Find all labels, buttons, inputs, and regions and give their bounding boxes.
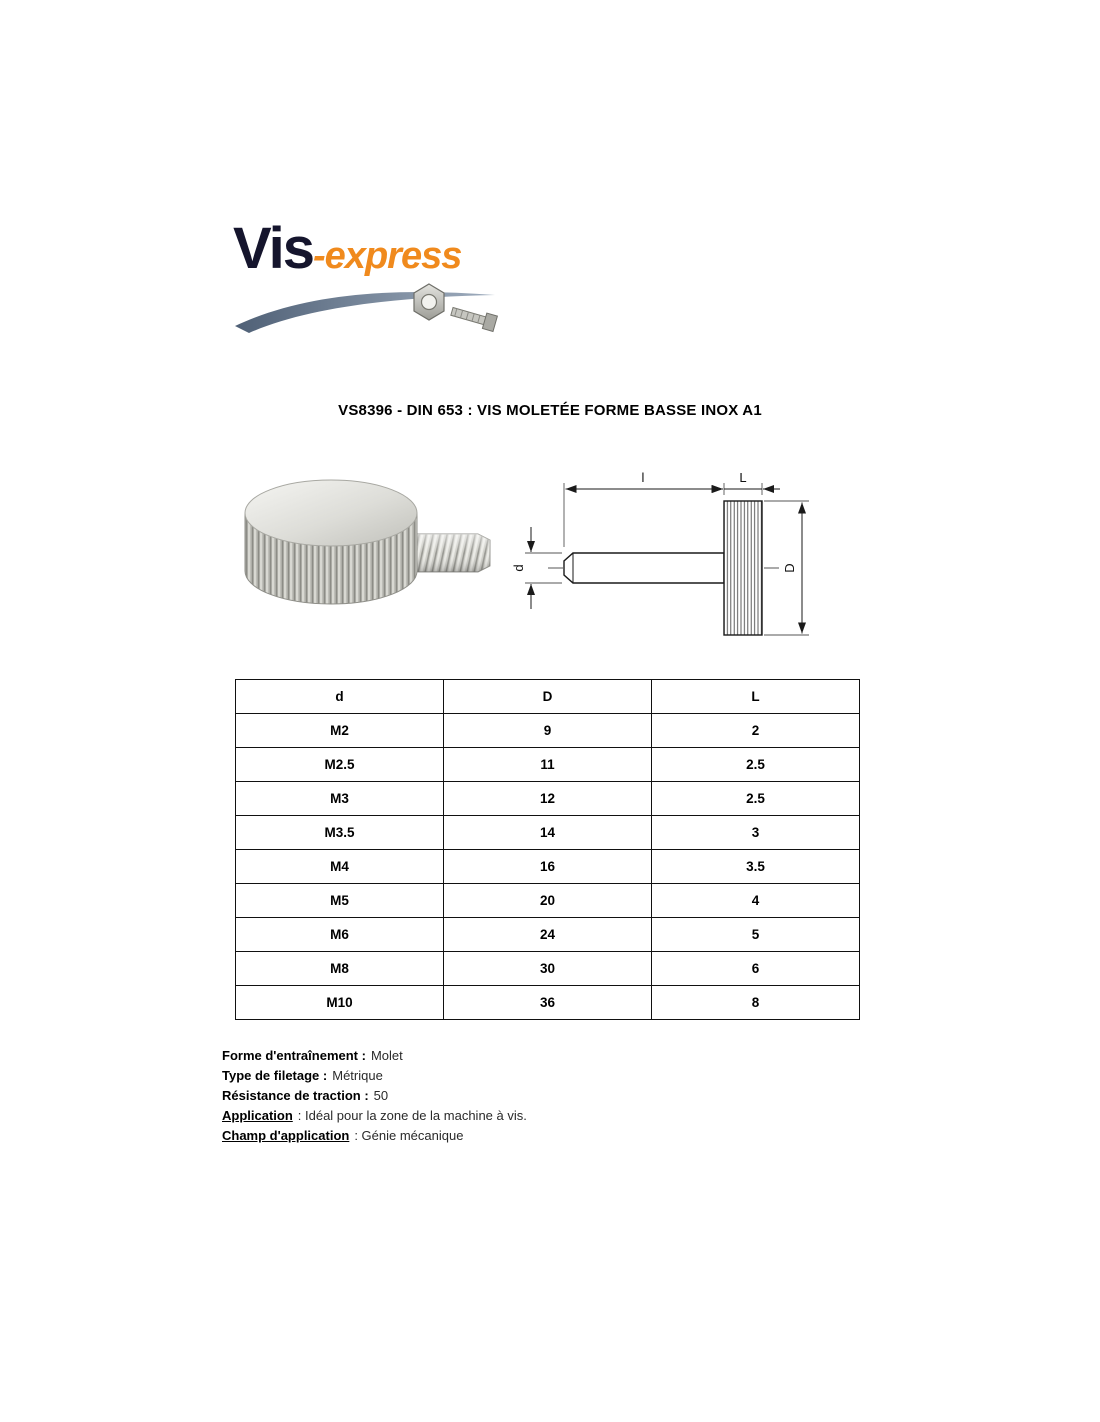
table-row <box>236 816 860 850</box>
table-row <box>236 952 860 986</box>
table-cell: 16 <box>444 850 652 884</box>
table-cell: M5 <box>236 884 444 918</box>
table-row <box>236 850 860 884</box>
detail-label: Champ d'application <box>222 1128 350 1143</box>
logo-vis: Vis <box>233 216 314 281</box>
dimensions-table <box>235 679 860 1020</box>
dim-label-head-dia: D <box>782 563 797 573</box>
table-cell: M8 <box>236 952 444 986</box>
detail-line <box>222 1086 527 1106</box>
technical-drawing <box>512 463 822 663</box>
table-cell: M2 <box>236 714 444 748</box>
table-cell: 11 <box>444 748 652 782</box>
table-cell: 4 <box>652 884 860 918</box>
detail-label: Résistance de traction : <box>222 1088 369 1103</box>
table-cell: 12 <box>444 782 652 816</box>
table-cell: 3.5 <box>652 850 860 884</box>
table-row <box>236 782 860 816</box>
table-cell: 8 <box>652 986 860 1020</box>
table-cell: 6 <box>652 952 860 986</box>
product-photo <box>242 455 502 655</box>
table-row <box>236 748 860 782</box>
table-cell: 14 <box>444 816 652 850</box>
dim-label-thread-dia: d <box>512 564 526 572</box>
detail-line <box>222 1066 527 1086</box>
table-cell: 3 <box>652 816 860 850</box>
detail-value: Molet <box>370 1048 403 1063</box>
table-cell: 24 <box>444 918 652 952</box>
vis-express-logo <box>233 216 533 350</box>
table-header-row <box>236 680 860 714</box>
table-cell: 2.5 <box>652 748 860 782</box>
shank-outline <box>564 553 724 583</box>
table-body <box>236 714 860 1020</box>
detail-line <box>222 1046 527 1066</box>
table-row <box>236 884 860 918</box>
detail-value: : Génie mécanique <box>354 1128 464 1143</box>
table-cell: M10 <box>236 986 444 1020</box>
table-cell: M3 <box>236 782 444 816</box>
detail-line <box>222 1106 527 1126</box>
table-cell: 2 <box>652 714 860 748</box>
table-cell: M3.5 <box>236 816 444 850</box>
table-header-cell: L <box>652 680 860 714</box>
table-header-cell: d <box>236 680 444 714</box>
detail-label: Type de filetage : <box>222 1068 328 1083</box>
table-row <box>236 918 860 952</box>
head-outline <box>724 501 762 635</box>
table-cell: 9 <box>444 714 652 748</box>
detail-label: Application <box>222 1108 293 1123</box>
table-row <box>236 714 860 748</box>
knurled-head-top <box>245 480 417 546</box>
logo-express: -express <box>313 235 462 277</box>
table-cell: 36 <box>444 986 652 1020</box>
table-cell: 20 <box>444 884 652 918</box>
detail-line <box>222 1126 527 1146</box>
detail-label: Forme d'entraînement : <box>222 1048 366 1063</box>
thumb-screw-photo <box>245 480 490 604</box>
table-cell: M6 <box>236 918 444 952</box>
table-cell: M2.5 <box>236 748 444 782</box>
table-cell: 2.5 <box>652 782 860 816</box>
nut-icon <box>414 284 444 320</box>
logo-hardware-icon <box>405 278 515 340</box>
product-photo-svg <box>242 455 502 650</box>
logo-text <box>233 216 533 281</box>
table-row <box>236 986 860 1020</box>
table-cell: 30 <box>444 952 652 986</box>
table-cell: M4 <box>236 850 444 884</box>
dim-label-shank-length: l <box>641 470 645 485</box>
page-title: VS8396 - DIN 653 : VIS MOLETÉE FORME BASSE INOX A1 <box>338 402 762 419</box>
table-head <box>236 680 860 714</box>
table-header-cell: D <box>444 680 652 714</box>
product-details <box>222 1046 527 1146</box>
technical-drawing-svg <box>512 463 822 658</box>
detail-value: : Idéal pour la zone de la machine à vis. <box>297 1108 527 1123</box>
detail-value: 50 <box>373 1088 389 1103</box>
detail-value: Métrique <box>332 1068 383 1083</box>
bolt-icon <box>450 304 498 332</box>
dim-label-head-height: L <box>739 470 747 485</box>
table-cell: 5 <box>652 918 860 952</box>
